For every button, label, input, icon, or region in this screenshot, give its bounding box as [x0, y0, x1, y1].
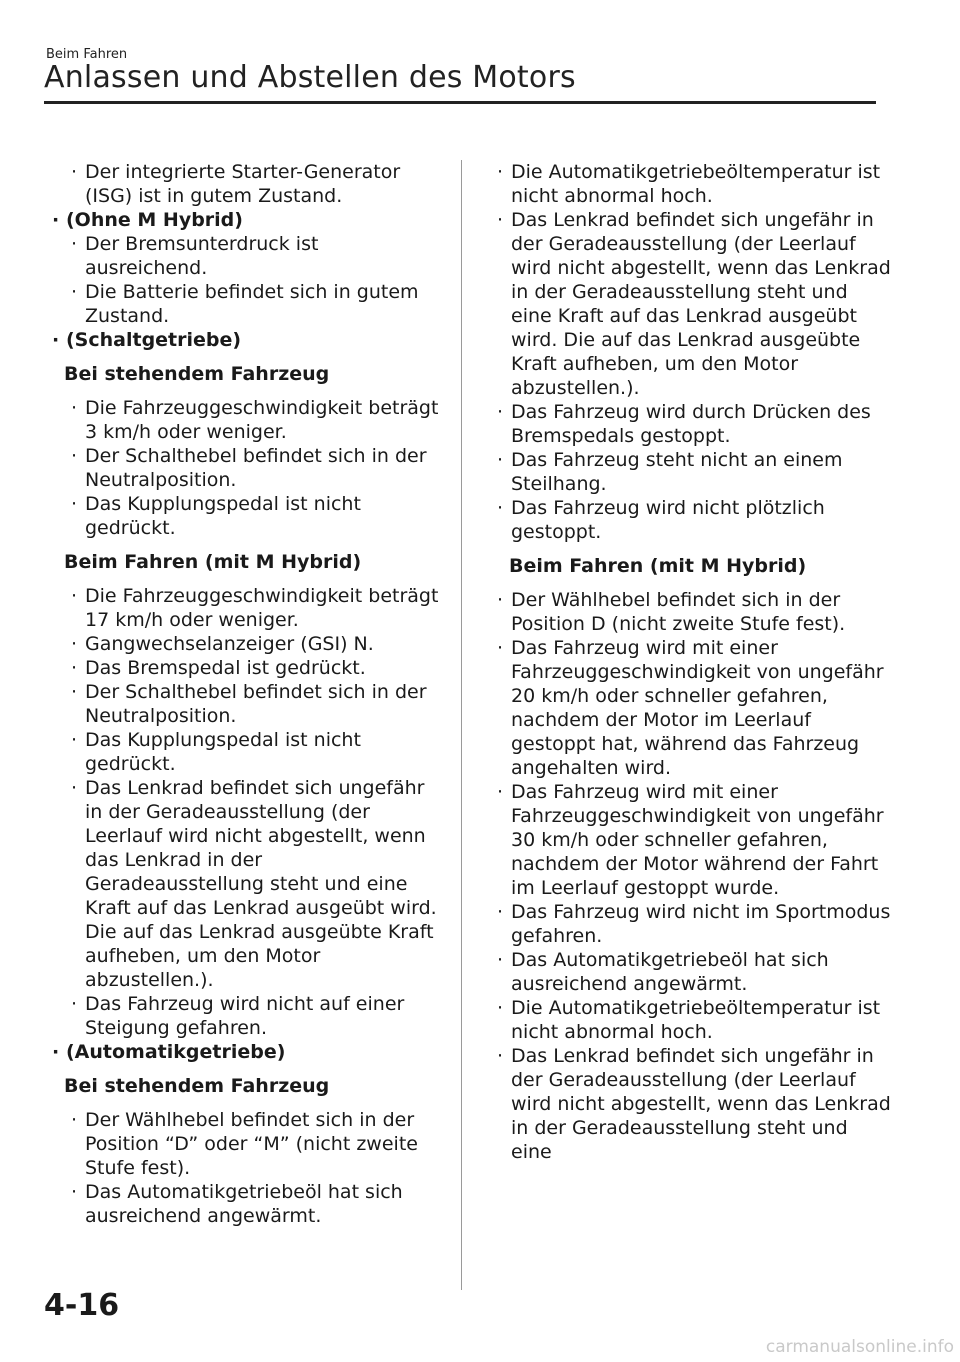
header-rule	[44, 101, 876, 104]
column-divider	[461, 160, 462, 1290]
left-bullet-item: · Das Kupplungspedal ist nicht gedrückt.	[46, 728, 446, 776]
right-bullet-item: · Die Automatikgetriebeöltemperatur ist nicht abnormal hoch.	[491, 160, 891, 208]
left-bullet-item: · Das Bremspedal ist gedrückt.	[46, 656, 446, 680]
section-label: Beim Fahren	[46, 47, 128, 62]
left-subheading: Beim Fahren (mit M Hybrid)	[64, 551, 362, 573]
left-subheading: Bei stehendem Fahrzeug	[64, 363, 330, 385]
left-bullet-item: · (Automatikgetriebe)	[46, 1040, 446, 1064]
left-bullet-item: · Gangwechselanzeiger (GSI) N.	[46, 632, 446, 656]
watermark: carmanualsonline.info	[765, 1337, 954, 1357]
right-bullet-item: · Das Fahrzeug wird mit einer Fahrzeuggeschwindigkeit von ungefähr 30 km/h oder schneller gefahren, nachdem der Motor während der Fahrt im Leerlauf gestoppt wurde.	[491, 780, 891, 900]
left-bullet-item: · Der Schalthebel befindet sich in der Neutralposition.	[46, 680, 446, 728]
right-bullet-item: · Das Automatikgetriebeöl hat sich ausreichend angewärmt.	[491, 948, 891, 996]
left-bullet-item: · Das Fahrzeug wird nicht auf einer Steigung gefahren.	[46, 992, 446, 1040]
left-bullet-item: · (Ohne M Hybrid)	[46, 208, 446, 232]
page-title: Anlassen und Abstellen des Motors	[44, 60, 576, 95]
right-bullet-item: · Das Fahrzeug wird nicht im Sportmodus gefahren.	[491, 900, 891, 948]
left-bullet-item: · (Schaltgetriebe)	[46, 328, 446, 352]
left-column	[46, 160, 446, 1228]
right-bullet-item: · Die Automatikgetriebeöltemperatur ist nicht abnormal hoch.	[491, 996, 891, 1044]
right-bullet-item: · Das Lenkrad befindet sich ungefähr in der Geradeausstellung (der Leerlauf wird nicht abgestellt, wenn das Lenkrad in der Geradeausstellung steht und eine	[491, 1044, 891, 1164]
left-subheading: Bei stehendem Fahrzeug	[64, 1075, 330, 1097]
right-column	[491, 160, 891, 1164]
left-bullet-item: · Der integrierte Starter-Generator (ISG) ist in gutem Zustand.	[46, 160, 446, 208]
page-number: 4-16	[44, 1288, 120, 1323]
left-bullet-item: · Die Fahrzeuggeschwindigkeit beträgt 17 km/h oder weniger.	[46, 584, 446, 632]
right-bullet-item: · Das Lenkrad befindet sich ungefähr in der Geradeausstellung (der Leerlauf wird nicht abgestellt, wenn das Lenkrad in der Geradeausstellung steht und eine Kraft auf das Lenkrad ausgeübt wird. Die auf das Lenkrad ausgeübte Kraft aufheben, um den Motor abzustellen.).	[491, 208, 891, 400]
left-bullet-item: · Der Wählhebel befindet sich in der Position “D” oder “M” (nicht zweite Stufe fest).	[46, 1108, 446, 1180]
left-bullet-item: · Das Kupplungspedal ist nicht gedrückt.	[46, 492, 446, 540]
right-bullet-item: · Der Wählhebel befindet sich in der Position D (nicht zweite Stufe fest).	[491, 588, 891, 636]
left-bullet-item: · Die Batterie befindet sich in gutem Zustand.	[46, 280, 446, 328]
left-bullet-item: · Der Schalthebel befindet sich in der Neutralposition.	[46, 444, 446, 492]
right-bullet-item: · Das Fahrzeug wird nicht plötzlich gestoppt.	[491, 496, 891, 544]
left-bullet-item: · Das Lenkrad befindet sich ungefähr in der Geradeausstellung (der Leerlauf wird nicht abgestellt, wenn das Lenkrad in der Geradeausstellung steht und eine Kraft auf das Lenkrad ausgeübt wird. Die auf das Lenkrad ausgeübte Kraft aufheben, um den Motor abzustellen.).	[46, 776, 446, 992]
left-bullet-item: · Der Bremsunterdruck ist ausreichend.	[46, 232, 446, 280]
left-bullet-item: · Das Automatikgetriebeöl hat sich ausreichend angewärmt.	[46, 1180, 446, 1228]
left-bullet-item: · Die Fahrzeuggeschwindigkeit beträgt 3 km/h oder weniger.	[46, 396, 446, 444]
right-bullet-item: · Das Fahrzeug wird durch Drücken des Bremspedals gestoppt.	[491, 400, 891, 448]
right-subheading: Beim Fahren (mit M Hybrid)	[509, 555, 807, 577]
right-bullet-item: · Das Fahrzeug wird mit einer Fahrzeuggeschwindigkeit von ungefähr 20 km/h oder schneller gefahren, nachdem der Motor im Leerlauf gestoppt hat, während das Fahrzeug angehalten wird.	[491, 636, 891, 780]
right-bullet-item: · Das Fahrzeug steht nicht an einem Steilhang.	[491, 448, 891, 496]
